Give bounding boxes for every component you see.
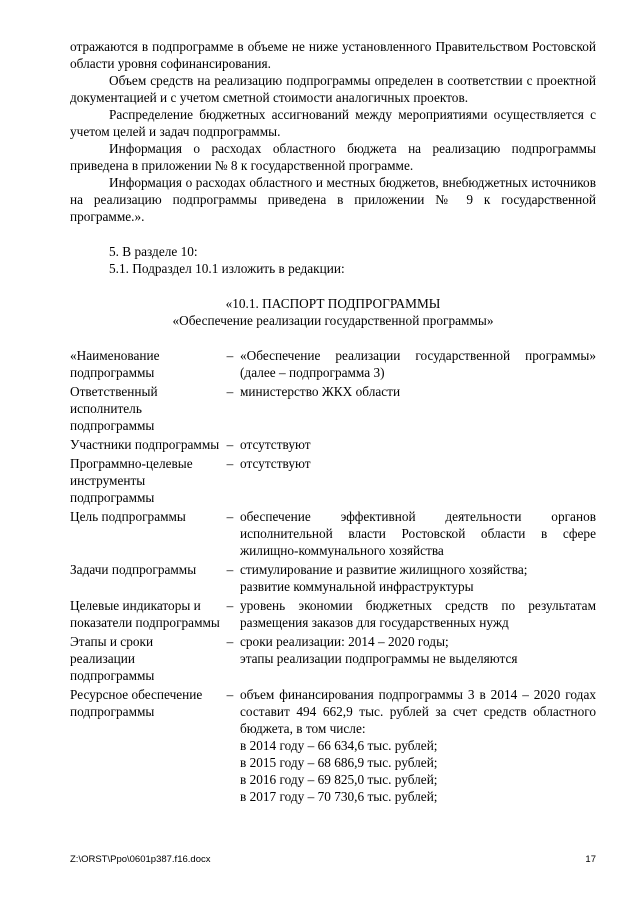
passport-row-value xyxy=(240,436,596,455)
passport-row-dash: – xyxy=(226,384,234,399)
passport-row-dash: – xyxy=(226,634,234,649)
passport-row xyxy=(70,347,596,383)
passport-row-dash: – xyxy=(226,598,234,613)
passport-row-dash: – xyxy=(226,687,234,702)
passport-row xyxy=(70,597,596,633)
intro-paragraph-4: Информация о расходах областного бюджета на реализацию подпрограммы приведена в приложении № 8 к государственной программе. xyxy=(70,141,596,173)
passport-row-dash: – xyxy=(226,437,234,452)
passport-subtitle: «Обеспечение реализации государственной программы» xyxy=(172,313,494,328)
passport-row xyxy=(70,686,596,807)
passport-row-value-line: сроки реализации: 2014 – 2020 годы; xyxy=(240,634,449,649)
passport-row-label: Целевые индикаторы и показатели подпрограммы xyxy=(70,598,220,630)
footer-page-number: 17 xyxy=(585,854,596,865)
passport-row xyxy=(70,436,596,455)
passport-row xyxy=(70,508,596,561)
passport-row-label: Программно-целевые инструменты подпрограммы xyxy=(70,456,193,505)
passport-row-dash: – xyxy=(226,348,234,363)
passport-row-value xyxy=(240,633,596,686)
passport-title: «10.1. ПАСПОРТ ПОДПРОГРАММЫ xyxy=(225,296,441,311)
passport-row-value-line: объем финансирования подпрограммы 3 в 2014 – 2020 годах составит 494 662,9 тыс. рублей за счет средств областного бюджета, в том числе: xyxy=(240,687,596,736)
passport-row-label: Участники подпрограммы xyxy=(70,437,220,452)
passport-row-value-line: уровень экономии бюджетных средств по результатам размещения заказов для государственных нужд xyxy=(240,598,596,630)
passport-row-label: «Наименование подпрограммы xyxy=(70,348,160,380)
passport-row-value xyxy=(240,597,596,633)
subsection-item: 5.1. Подраздел 10.1 изложить в редакции: xyxy=(109,261,345,276)
passport-row-dash: – xyxy=(226,509,234,524)
passport-row-dash: – xyxy=(226,562,234,577)
passport-row xyxy=(70,633,596,686)
passport-row-value-line: в 2017 году – 70 730,6 тыс. рублей; xyxy=(240,789,438,804)
passport-row-value-line: в 2015 году – 68 686,9 тыс. рублей; xyxy=(240,755,438,770)
passport-row-value xyxy=(240,561,596,597)
passport-row-value xyxy=(240,686,596,807)
passport-row-value xyxy=(240,508,596,561)
document-page xyxy=(70,38,596,807)
passport-row-value-line: обеспечение эффективной деятельности органов исполнительной власти Ростовской области в сфере жилищно-коммунального хозяйства xyxy=(240,509,596,558)
passport-row-dash: – xyxy=(226,456,234,471)
passport-row-value-line: развитие коммунальной инфраструктуры xyxy=(240,579,474,594)
intro-paragraph-5: Информация о расходах областного и местных бюджетов, внебюджетных источников на реализацию подпрограммы приведена в приложении № 9 к государственной программе.». xyxy=(70,175,596,224)
passport-row-label: Задачи подпрограммы xyxy=(70,562,197,577)
passport-row-value-line: в 2016 году – 69 825,0 тыс. рублей; xyxy=(240,772,438,787)
passport-row-value-line: этапы реализации подпрограммы не выделяются xyxy=(240,651,518,666)
passport-row-value-line: министерство ЖКХ области xyxy=(240,384,401,399)
passport-row xyxy=(70,383,596,436)
passport-row-value-line: отсутствуют xyxy=(240,456,311,471)
intro-paragraph-3: Распределение бюджетных ассигнований между мероприятиями осуществляется с учетом целей и задач подпрограммы. xyxy=(70,107,596,139)
footer-file-path: Z:\ORST\Ppo\0601p387.f16.docx xyxy=(70,854,211,865)
passport-row-label: Этапы и сроки реализации подпрограммы xyxy=(70,634,155,683)
passport-row xyxy=(70,561,596,597)
intro-paragraph-2: Объем средств на реализацию подпрограммы определен в соответствии с проектной документацией и с учетом сметной стоимости аналогичных проектов. xyxy=(70,73,596,105)
passport-row-label: Ответственный исполнитель подпрограммы xyxy=(70,384,158,433)
passport-row-value-line: стимулирование и развитие жилищного хозяйства; xyxy=(240,562,528,577)
passport-row-value xyxy=(240,455,596,508)
passport-row-value-line: в 2014 году – 66 634,6 тыс. рублей; xyxy=(240,738,438,753)
passport-row-value-line: «Обеспечение реализации государственной программы» (далее – подпрограмма 3) xyxy=(240,348,596,380)
passport-row xyxy=(70,455,596,508)
passport-row-value xyxy=(240,347,596,383)
intro-paragraph-1: отражаются в подпрограмме в объеме не ниже установленного Правительством Ростовской области уровня софинансирования. xyxy=(70,39,596,71)
passport-row-value xyxy=(240,383,596,436)
passport-row-label: Цель подпрограммы xyxy=(70,509,186,524)
passport-row-label: Ресурсное обеспечение подпрограммы xyxy=(70,687,203,719)
section-item: 5. В разделе 10: xyxy=(109,244,198,259)
passport-table xyxy=(70,347,596,807)
passport-row-value-line: отсутствуют xyxy=(240,437,311,452)
